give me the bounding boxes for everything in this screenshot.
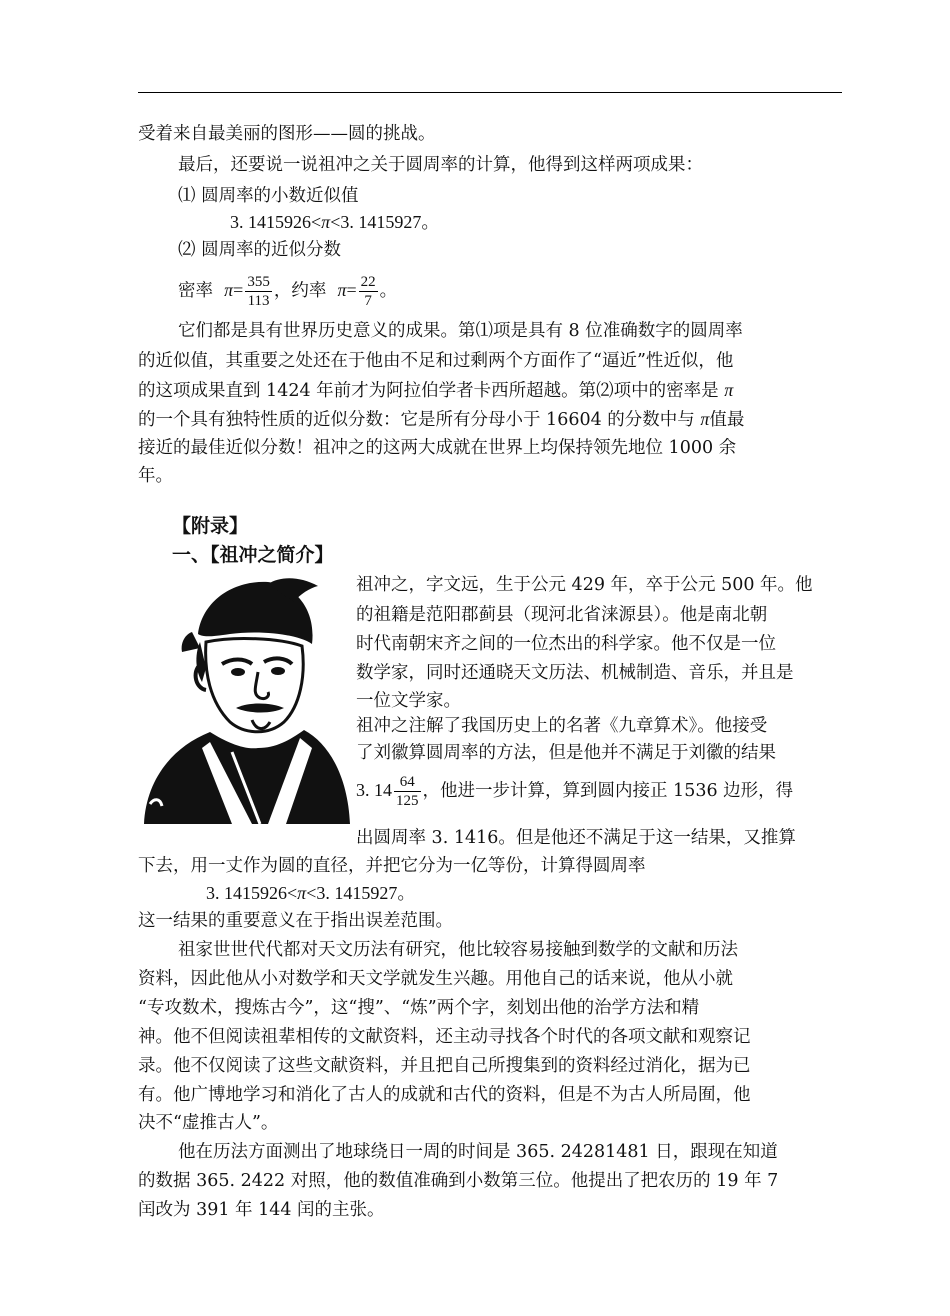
text-line: 最后，还要说一说祖冲之关于圆周率的计算，他得到这样两项成果：	[178, 155, 703, 175]
fraction-line: 密率 π= $\frac{355}{113}$ ，约率 π= $\frac{22}{7}$ 。	[178, 274, 398, 309]
text-line: “专攻数术，搜炼古今”，这“搜”、“炼”两个字，刻划出他的治学方法和精	[138, 998, 700, 1018]
text-line: 闰改为 391 年 144 闰的主张。	[138, 1200, 385, 1220]
list-item-2: ⑵ 圆周率的近似分数	[178, 240, 342, 260]
fraction-64-125: $\frac{64}{125}$	[396, 774, 419, 809]
formula-line: 3. 1415926<π<3. 1415927。	[230, 212, 440, 232]
text-line: 接近的最佳近似分数！祖冲之的这两大成就在世界上均保持领先地位 1000 余	[138, 438, 737, 458]
bio-line: 了刘徽算圆周率的方法，但是他并不满足于刘徽的结果	[356, 743, 776, 763]
formula-line: 3. 1415926<π<3. 1415927。	[206, 883, 416, 903]
appendix-title: 【附录】	[172, 515, 249, 537]
text-line: 的数据 365. 2422 对照，他的数值准确到小数第三位。他提出了把农历的 19 年 7	[138, 1171, 779, 1191]
bio-fraction-line: 3. 14 $\frac{64}{125}$ ，他进一步计算，算到圆内接正 1536 边形，得	[356, 774, 794, 809]
bio-line: 出圆周率 3. 1416。但是他还不满足于这一结果，又推算	[356, 828, 796, 848]
text-line: 的一个具有独特性质的近似分数：它是所有分母小于 16604 的分数中与 π值最	[138, 409, 745, 430]
text-line: 他在历法方面测出了地球绕日一周的时间是 365. 24281481 日，跟现在知道	[178, 1142, 778, 1162]
text-line: 它们都是具有世界历史意义的成果。第⑴项是具有 8 位准确数字的圆周率	[178, 321, 743, 341]
text-line: 神。他不但阅读祖辈相传的文献资料，还主动寻找各个时代的各项文献和观察记	[138, 1027, 751, 1047]
bio-line: 祖冲之注解了我国历史上的名著《九章算术》。他接受	[356, 716, 768, 736]
fraction-22-7: $\frac{22}{7}$	[360, 274, 376, 309]
bio-line: 一位文学家。	[356, 691, 461, 711]
text-line: 录。他不仅阅读了这些文献资料，并且把自己所搜集到的资料经过消化，据为已	[138, 1056, 751, 1076]
fraction-355-113: $\frac{355}{113}$	[247, 274, 270, 309]
bio-line: 时代南朝宋齐之间的一位杰出的科学家。他不仅是一位	[356, 634, 776, 654]
bio-line: 的祖籍是范阳郡蓟县（现河北省涞源县）。他是南北朝	[356, 605, 768, 625]
text-line: 的近似值，其重要之处还在于他由不足和过剩两个方面作了“逼近”性近似，他	[138, 351, 734, 371]
bio-line: 这一结果的重要意义在于指出误差范围。	[138, 911, 453, 931]
bio-line: 数学家，同时还通晓天文历法、机械制造、音乐，并且是	[356, 663, 794, 683]
text-line: 年。	[138, 466, 173, 486]
bio-line: 下去，用一丈作为圆的直径，并把它分为一亿等份，计算得圆周率	[138, 856, 646, 876]
section-title: 一、【祖冲之简介】	[172, 544, 334, 566]
header-rule	[138, 92, 842, 93]
zu-chongzhi-portrait	[140, 572, 352, 824]
text-line: 受着来自最美丽的图形——圆的挑战。	[138, 124, 436, 144]
list-item-1: ⑴ 圆周率的小数近似值	[178, 186, 359, 206]
text-line: 决不“虚推古人”。	[138, 1113, 279, 1133]
text-line: 资料，因此他从小对数学和天文学就发生兴趣。用他自己的话来说，他从小就	[138, 969, 733, 989]
text-line: 祖家世世代代都对天文历法有研究，他比较容易接触到数学的文献和历法	[178, 940, 738, 960]
bio-line: 祖冲之，字文远，生于公元 429 年，卒于公元 500 年。他	[356, 575, 813, 595]
text-line: 有。他广博地学习和消化了古人的成就和古代的资料，但是不为古人所局囿，他	[138, 1085, 751, 1105]
text-line: 的这项成果直到 1424 年前才为阿拉伯学者卡西所超越。第⑵项中的密率是 π	[138, 380, 734, 401]
